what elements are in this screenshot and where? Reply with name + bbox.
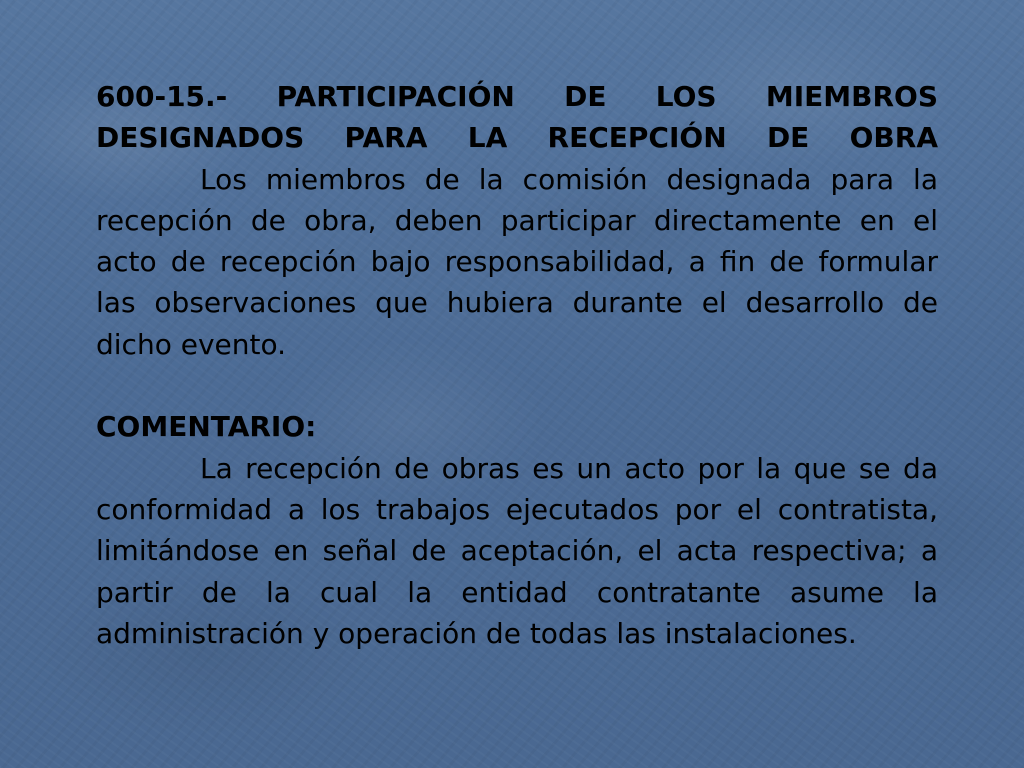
- section-heading: 600-15.- PARTICIPACIÓN DE LOS MIEMBROS DESIGNADOS PARA LA RECEPCIÓN DE OBRA: [96, 80, 938, 155]
- comment-body: La recepción de obras es un acto por la que se da conformidad a los trabajos ejecutados por el contratista, limitándose en señal de aceptación, el acta respectiva; a partir de la cual la entidad contratante asume la administración y operación de todas las instalaciones.: [96, 451, 938, 650]
- section-body: Los miembros de la comisión designada para la recepción de obra, deben participar directamente en el acto de recepción bajo responsabilidad, a fin de formular las observaciones que hubiera durante el desarrollo de dicho evento.: [96, 162, 938, 361]
- comment-title: COMENTARIO:: [96, 410, 317, 444]
- slide-content: [96, 76, 938, 654]
- paragraph-spacer: [96, 365, 938, 406]
